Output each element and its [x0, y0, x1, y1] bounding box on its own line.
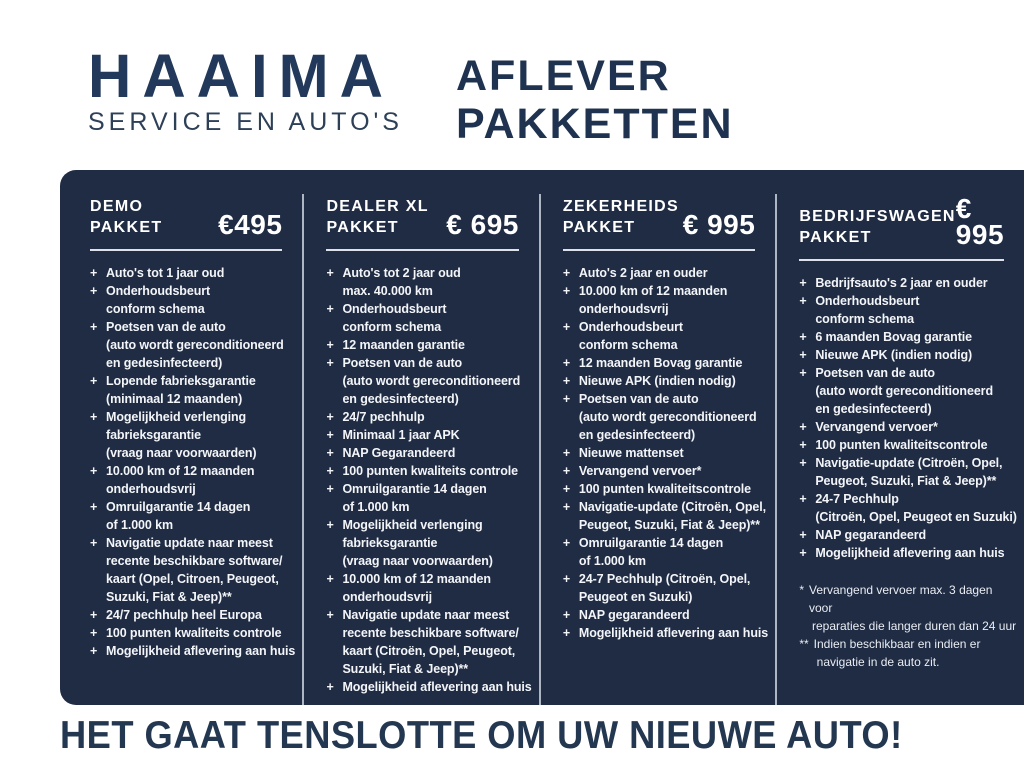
- plus-icon: +: [799, 456, 807, 470]
- package-header: [563, 196, 769, 238]
- package-item-text: Onderhoudsbeurt conform schema: [815, 294, 920, 326]
- package-item: [90, 624, 296, 642]
- package-item-text: Navigatie update naar meest recente beschikbare software/ kaart (Opel, Citroen, Peugeot, Suzuki, Fiat & Jeep)**: [106, 536, 283, 604]
- plus-icon: +: [562, 608, 571, 622]
- package-item: [563, 318, 769, 354]
- package-item: [326, 462, 532, 480]
- package-item: [563, 498, 769, 534]
- package-item-text: Mogelijkheid aflevering aan huis: [342, 680, 532, 694]
- plus-icon: +: [562, 446, 571, 460]
- package-title-line: DEMO: [90, 198, 144, 215]
- package-column: [302, 194, 538, 705]
- package-item-list: [90, 264, 296, 660]
- package-item: [326, 570, 532, 606]
- package-item-text: Auto's tot 1 jaar oud: [106, 266, 225, 280]
- package-item: [563, 264, 769, 282]
- package-title-line: PAKKET: [799, 229, 872, 246]
- package-item-text: Auto's 2 jaar en ouder: [578, 266, 708, 280]
- plus-icon: +: [326, 266, 334, 280]
- plus-icon: +: [326, 446, 334, 460]
- package-price: € 995: [682, 209, 756, 240]
- package-item: [563, 462, 769, 480]
- package-item: [326, 606, 532, 678]
- plus-icon: +: [562, 356, 571, 370]
- plus-icon: +: [562, 482, 571, 496]
- plus-icon: +: [562, 626, 571, 640]
- package-item: [90, 498, 296, 534]
- package-item-text: 24-7 Pechhulp (Citroën, Opel, Peugeot en Suzuki): [578, 572, 751, 604]
- package-item: [326, 264, 532, 300]
- package-divider: [326, 249, 518, 251]
- package-header: [799, 193, 1018, 250]
- plus-icon: +: [326, 428, 334, 442]
- package-item: [799, 526, 1018, 544]
- package-item: [799, 490, 1018, 526]
- package-item-text: Onderhoudsbeurt conform schema: [342, 302, 447, 334]
- package-title-line: PAKKET: [326, 219, 399, 236]
- package-item-text: Navigatie-update (Citroën, Opel, Peugeot, Suzuki, Fiat & Jeep)**: [815, 456, 1003, 488]
- footnote-text: Indien beschikbaar en indien er navigatie in de auto zit.: [813, 637, 981, 669]
- package-item: [563, 480, 769, 498]
- package-item-text: Omruilgarantie 14 dagen of 1.000 km: [106, 500, 251, 532]
- package-item-text: 100 punten kwaliteits controle: [106, 626, 282, 640]
- package-title: [90, 196, 162, 238]
- package-item: [326, 480, 532, 516]
- package-title-line: PAKKET: [562, 219, 636, 236]
- plus-icon: +: [90, 608, 98, 622]
- package-item: [799, 328, 1018, 346]
- package-item: [799, 418, 1018, 436]
- plus-icon: +: [799, 366, 807, 380]
- plus-icon: +: [562, 572, 571, 586]
- package-title: [799, 206, 955, 248]
- package-item: [326, 426, 532, 444]
- plus-icon: +: [562, 464, 571, 478]
- plus-icon: +: [562, 320, 571, 334]
- package-item-text: 12 maanden garantie: [342, 338, 465, 352]
- plus-icon: +: [326, 518, 334, 532]
- package-item: [563, 624, 769, 642]
- page-title-line-1: AFLEVER: [456, 52, 671, 100]
- plus-icon: +: [562, 500, 571, 514]
- package-title-line: ZEKERHEIDS: [562, 198, 679, 215]
- packages-panel: [60, 170, 1024, 705]
- package-divider: [90, 249, 282, 251]
- package-item-text: 100 punten kwaliteitscontrole: [815, 438, 988, 452]
- package-item-text: Mogelijkheid aflevering aan huis: [815, 546, 1005, 560]
- package-item-text: Onderhoudsbeurt conform schema: [578, 320, 683, 352]
- footnote: [799, 581, 1018, 635]
- package-footnotes: [799, 581, 1018, 685]
- package-item-text: Navigatie update naar meest recente beschikbare software/ kaart (Citroën, Opel, Peugeot, Suzuki, Fiat & Jeep)**: [342, 608, 519, 676]
- plus-icon: +: [562, 284, 571, 298]
- brand-subtitle: SERVICE EN AUTO'S: [88, 108, 403, 136]
- package-item: [799, 436, 1018, 454]
- plus-icon: +: [326, 410, 334, 424]
- package-item-text: 100 punten kwaliteits controle: [342, 464, 518, 478]
- package-price: € 995: [955, 193, 1005, 250]
- page-title-line-2: PAKKETTEN: [456, 100, 734, 148]
- package-column: [539, 194, 775, 705]
- package-item-text: 10.000 km of 12 maanden onderhoudsvrij: [578, 284, 728, 316]
- plus-icon: +: [799, 294, 807, 308]
- package-item-text: Poetsen van de auto (auto wordt gereconditioneerd en gedesinfecteerd): [106, 320, 284, 370]
- package-item: [799, 346, 1018, 364]
- plus-icon: +: [799, 492, 807, 506]
- package-item: [90, 282, 296, 318]
- package-item: [799, 454, 1018, 490]
- plus-icon: +: [799, 348, 807, 362]
- package-item-text: 12 maanden Bovag garantie: [578, 356, 743, 370]
- plus-icon: +: [326, 464, 334, 478]
- footnote-text: Vervangend vervoer max. 3 dagen voor reparaties die langer duren dan 24 uur: [808, 583, 1017, 633]
- package-item: [563, 372, 769, 390]
- package-item: [90, 408, 296, 462]
- plus-icon: +: [799, 420, 807, 434]
- plus-icon: +: [326, 338, 334, 352]
- footnote-marker: *: [799, 583, 804, 597]
- plus-icon: +: [90, 320, 98, 334]
- package-item-text: NAP gegarandeerd: [578, 608, 690, 622]
- package-item: [563, 606, 769, 624]
- package-item: [90, 264, 296, 282]
- package-item-text: Minimaal 1 jaar APK: [342, 428, 460, 442]
- package-item: [799, 544, 1018, 562]
- package-divider: [799, 259, 1004, 261]
- package-item: [563, 354, 769, 372]
- package-item-text: Mogelijkheid verlenging fabrieksgarantie (vraag naar voorwaarden): [106, 410, 257, 460]
- package-item: [326, 408, 532, 426]
- package-item: [90, 642, 296, 660]
- package-item: [799, 274, 1018, 292]
- package-item: [563, 390, 769, 444]
- plus-icon: +: [799, 330, 807, 344]
- package-item-text: NAP gegarandeerd: [815, 528, 927, 542]
- plus-icon: +: [326, 680, 334, 694]
- plus-icon: +: [562, 266, 571, 280]
- footnote-marker: **: [799, 637, 809, 651]
- package-item-text: 24/7 pechhulp: [342, 410, 425, 424]
- plus-icon: +: [90, 536, 98, 550]
- brand-name: HAAIMA: [88, 41, 394, 111]
- plus-icon: +: [799, 438, 807, 452]
- package-item-text: Mogelijkheid aflevering aan huis: [106, 644, 296, 658]
- plus-icon: +: [90, 500, 98, 514]
- package-header: [326, 196, 532, 238]
- plus-icon: +: [562, 392, 571, 406]
- plus-icon: +: [799, 528, 807, 542]
- package-item-text: 10.000 km of 12 maanden onderhoudsvrij: [106, 464, 255, 496]
- plus-icon: +: [799, 546, 807, 560]
- package-item: [563, 534, 769, 570]
- package-item-text: 24/7 pechhulp heel Europa: [106, 608, 262, 622]
- package-item: [326, 336, 532, 354]
- package-column: [775, 194, 1024, 705]
- package-item-text: Nieuwe APK (indien nodig): [815, 348, 973, 362]
- package-item-text: 100 punten kwaliteitscontrole: [578, 482, 752, 496]
- plus-icon: +: [90, 410, 98, 424]
- package-item-text: Vervangend vervoer*: [578, 464, 702, 478]
- package-item: [90, 534, 296, 606]
- package-item: [326, 300, 532, 336]
- package-item: [326, 678, 532, 696]
- package-title-line: DEALER XL: [326, 198, 429, 215]
- package-item-list: [326, 264, 532, 696]
- plus-icon: +: [562, 536, 571, 550]
- plus-icon: +: [90, 284, 98, 298]
- package-price: € 695: [446, 209, 519, 240]
- package-item-text: Lopende fabrieksgarantie (minimaal 12 maanden): [106, 374, 256, 406]
- package-item-text: 6 maanden Bovag garantie: [815, 330, 972, 344]
- package-item: [799, 292, 1018, 328]
- package-title: [563, 196, 679, 238]
- package-item: [563, 282, 769, 318]
- plus-icon: +: [326, 572, 334, 586]
- package-item: [326, 444, 532, 462]
- package-item-text: Bedrijfsauto's 2 jaar en ouder: [815, 276, 988, 290]
- package-item: [799, 364, 1018, 418]
- package-item: [563, 570, 769, 606]
- plus-icon: +: [799, 276, 807, 290]
- package-item: [90, 372, 296, 408]
- package-title-line: BEDRIJFSWAGEN: [799, 208, 956, 225]
- package-item-text: Navigatie-update (Citroën, Opel, Peugeot, Suzuki, Fiat & Jeep)**: [578, 500, 766, 532]
- package-item-text: Mogelijkheid aflevering aan huis: [578, 626, 769, 640]
- plus-icon: +: [326, 608, 334, 622]
- footer-tagline: HET GAAT TENSLOTTE OM UW NIEUWE AUTO!: [60, 714, 903, 757]
- page-title: [456, 52, 734, 148]
- package-item-text: Poetsen van de auto (auto wordt gereconditioneerd en gedesinfecteerd): [578, 392, 757, 442]
- package-item-text: Vervangend vervoer*: [815, 420, 938, 434]
- package-divider: [563, 249, 755, 251]
- package-item-text: Poetsen van de auto (auto wordt gereconditioneerd en gedesinfecteerd): [342, 356, 521, 406]
- package-item-text: Omruilgarantie 14 dagen of 1.000 km: [342, 482, 487, 514]
- package-item: [90, 606, 296, 624]
- package-item-text: Auto's tot 2 jaar oud max. 40.000 km: [342, 266, 461, 298]
- package-item: [90, 318, 296, 372]
- plus-icon: +: [562, 374, 571, 388]
- plus-icon: +: [90, 374, 98, 388]
- plus-icon: +: [90, 266, 98, 280]
- plus-icon: +: [90, 644, 98, 658]
- package-item-text: Poetsen van de auto (auto wordt gereconditioneerd en gedesinfecteerd): [815, 366, 993, 416]
- package-item-list: [563, 264, 769, 642]
- package-title: [326, 196, 428, 238]
- package-header: [90, 196, 296, 238]
- package-item: [90, 462, 296, 498]
- package-item: [326, 516, 532, 570]
- plus-icon: +: [326, 302, 334, 316]
- package-item-text: Onderhoudsbeurt conform schema: [106, 284, 211, 316]
- package-item-text: Mogelijkheid verlenging fabrieksgarantie (vraag naar voorwaarden): [342, 518, 493, 568]
- plus-icon: +: [326, 482, 334, 496]
- package-item-text: 24-7 Pechhulp (Citroën, Opel, Peugeot en Suzuki): [815, 492, 1017, 524]
- footnote: [799, 635, 1018, 671]
- package-price: €495: [218, 209, 283, 240]
- package-item-list: [799, 274, 1018, 562]
- package-item-text: Nieuwe mattenset: [578, 446, 684, 460]
- package-item-text: 10.000 km of 12 maanden onderhoudsvrij: [342, 572, 491, 604]
- plus-icon: +: [90, 464, 98, 478]
- brand-logo: [88, 41, 403, 137]
- package-item-text: Omruilgarantie 14 dagen of 1.000 km: [578, 536, 724, 568]
- package-item-text: NAP Gegarandeerd: [342, 446, 456, 460]
- package-column: [60, 194, 302, 705]
- package-item: [326, 354, 532, 408]
- plus-icon: +: [90, 626, 98, 640]
- package-item-text: Nieuwe APK (indien nodig): [578, 374, 736, 388]
- package-title-line: PAKKET: [90, 219, 163, 236]
- plus-icon: +: [326, 356, 334, 370]
- package-item: [563, 444, 769, 462]
